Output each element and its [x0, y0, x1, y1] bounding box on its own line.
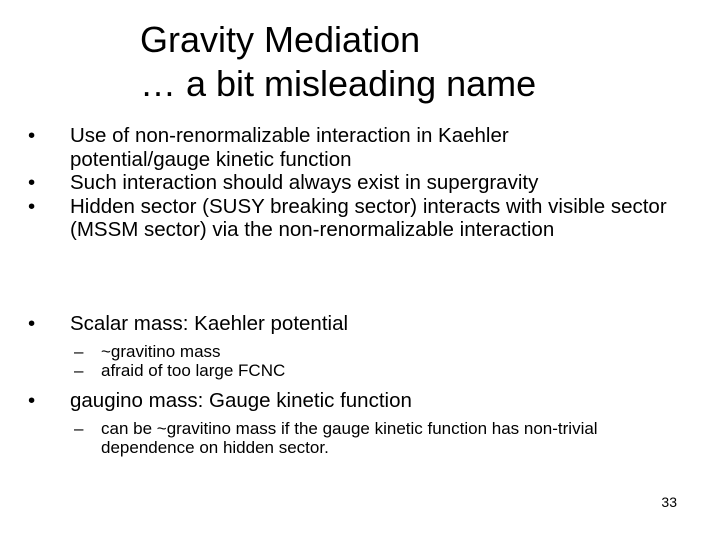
bullet-item	[0, 312, 720, 336]
scalar-mass-section	[0, 312, 720, 381]
bullet-marker: •	[28, 194, 36, 218]
gaugino-mass-section	[0, 389, 720, 458]
sub-marker: –	[74, 341, 84, 361]
sub-item	[0, 361, 720, 381]
title-line-2: … a bit misleading name	[140, 63, 537, 104]
bullet-marker: •	[28, 312, 36, 335]
bullet-item	[0, 124, 630, 171]
title-line-1: Gravity Mediation	[140, 19, 421, 60]
page-number: 33	[661, 494, 677, 510]
sub-item	[0, 342, 720, 362]
bullet-item	[0, 389, 720, 413]
sub-item	[0, 419, 641, 458]
sub-text: can be ~gravitino mass if the gauge kinetic function has non-trivial dependence on hidden sector.	[101, 418, 598, 458]
bullet-text: Hidden sector (SUSY breaking sector) interacts with visible sector (MSSM sector) via the non-renormalizable interaction	[70, 194, 667, 242]
slide-title	[140, 18, 536, 106]
bullet-list-main	[0, 124, 720, 242]
bullet-text: gaugino mass: Gauge kinetic function	[70, 389, 412, 412]
bullet-item	[0, 195, 675, 242]
bullet-marker: •	[28, 389, 36, 412]
sub-marker: –	[74, 361, 84, 381]
bullet-marker: •	[28, 124, 36, 147]
sub-text: ~gravitino mass	[101, 341, 221, 361]
sub-marker: –	[74, 418, 84, 438]
sub-text: afraid of too large FCNC	[101, 361, 286, 381]
bullet-text: Such interaction should always exist in supergravity	[70, 171, 539, 195]
bullet-text: Scalar mass: Kaehler potential	[70, 312, 349, 335]
bullet-text: Use of non-renormalizable interaction in Kaehler potential/gauge kinetic function	[70, 124, 509, 171]
bullet-item	[0, 171, 690, 195]
bullet-marker: •	[28, 171, 36, 195]
